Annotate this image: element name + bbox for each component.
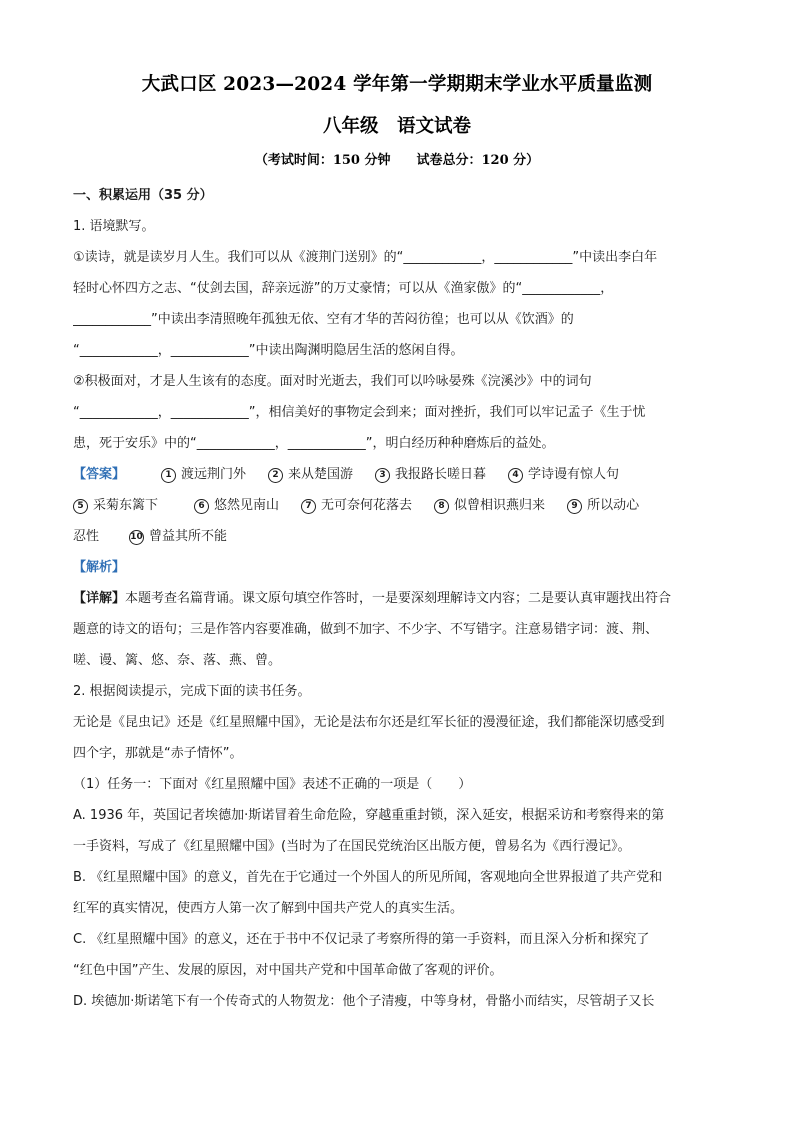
option-b: B. 《红星照耀中国》的意义，首先在于它通过一个外国人的所见所闻，客观地向全世界报道了共产党和: [73, 870, 663, 885]
answer-text: 无可奈何花落去: [321, 498, 413, 513]
answer-item: [434, 490, 545, 521]
answer-number: 9: [567, 499, 582, 514]
answer-row: [73, 459, 723, 490]
answer-number: 1: [161, 468, 176, 483]
answer-text: 来从楚国游: [288, 467, 354, 482]
option-a: 一手资料，写成了《红星照耀中国》(当时为了在国民党统治区出版方便，曾易名为《西行漫记》。: [73, 839, 631, 854]
answer-number: 5: [73, 499, 88, 514]
answer-number: 8: [434, 499, 449, 514]
question-1-stem: 1. 语境默写。: [73, 219, 155, 234]
answer-text: 似曾相识燕归来: [454, 498, 546, 513]
detail-line: 题意的诗文的语句；三是作答内容要准确，做到不加字、不少字、不写错字。注意易错字词：渡、荆、: [73, 622, 659, 637]
question-1-text: “____________，____________”中读出陶渊明隐居生活的悠闲自得。: [73, 343, 464, 358]
answer-number: 2: [268, 468, 283, 483]
option-a: A. 1936 年，英国记者埃德加·斯诺冒着生命危险，穿越重重封锁，深入延安，根据采访和考察得来的第: [73, 808, 665, 823]
answer-text: 采菊东篱下: [93, 498, 159, 513]
question-1-text: “____________，____________”，相信美好的事物定会到来；面对挫折，我们可以牢记孟子《生于忧: [73, 405, 646, 420]
detail-tag: 【详解】: [73, 591, 126, 606]
answer-text: 渡远荆门外: [181, 467, 247, 482]
answer-item: [129, 521, 227, 552]
answer-row: [73, 521, 723, 552]
answer-item: [73, 490, 158, 521]
answer-number: 6: [194, 499, 209, 514]
question-2-stem: 2. 根据阅读提示，完成下面的读书任务。: [73, 684, 311, 699]
question-1-text: 患，死于安乐》中的“____________，____________”，明白经历种种磨炼后的益处。: [73, 436, 555, 451]
answer-item: [567, 490, 639, 521]
question-1-text: ②积极面对，才是人生该有的态度。面对时光逝去，我们可以吟咏晏殊《浣溪沙》中的词句: [73, 374, 592, 389]
detail-text: [73, 583, 723, 614]
option-b: 红军的真实情况，使西方人第一次了解到中国共产党人的真实生活。: [73, 901, 464, 916]
question-1-text: ____________”中读出李清照晚年孤独无依、空有才华的苦闷彷徨；也可以从《饮酒》的: [73, 312, 574, 327]
answer-item: [301, 490, 412, 521]
detail-line: 嗟、谩、篱、悠、奈、落、燕、曾。: [73, 653, 282, 668]
answer-item: [194, 490, 279, 521]
option-d: D. 埃德加·斯诺笔下有一个传奇式的人物贺龙：他个子清瘦，中等身材，骨骼小而结实，尽管胡子又长: [73, 994, 655, 1009]
section-heading: 一、积累运用（35 分）: [73, 188, 213, 203]
exam-info: （考试时间：150 分钟 试卷总分：120 分）: [254, 153, 540, 168]
answer-row: [73, 490, 723, 521]
answer-item: [508, 459, 619, 490]
answer-number: 10: [129, 530, 144, 545]
analysis-tag: 【解析】: [73, 560, 126, 575]
answer-item: [161, 459, 246, 490]
answer-text: 我报路长嗟日暮: [395, 467, 487, 482]
detail-line: 本题考查名篇背诵。课文原句填空作答时，一是要深刻理解诗文内容；二是要认真审题找出符合: [125, 591, 672, 606]
answer-number: 4: [508, 468, 523, 483]
question-1-text: 轻时心怀四方之志、“仗剑去国，辞亲远游”的万丈豪情；可以从《渔家傲》的“____________，: [73, 281, 614, 296]
answer-item: [268, 459, 353, 490]
exam-subtitle: 八年级 语文试卷: [322, 116, 471, 137]
answer-text: 曾益其所不能: [149, 529, 228, 544]
option-c: C. 《红星照耀中国》的意义，还在于书中不仅记录了考察所得的第一手资料，而且深入分析和探究了: [73, 932, 650, 947]
option-c: “红色中国”产生、发展的原因，对中国共产党和中国革命做了客观的评价。: [73, 963, 503, 978]
task-1-prompt: （1）任务一：下面对《红星照耀中国》表述不正确的一项是（ ）: [73, 777, 472, 792]
answer-text: 学诗谩有惊人句: [528, 467, 620, 482]
question-1-text: ①读诗，就是读岁月人生。我们可以从《渡荆门送别》的“____________，____________”中读出李白年: [73, 250, 658, 265]
answer-item: [375, 459, 486, 490]
answer-tag: 【答案】: [73, 467, 126, 482]
exam-body: [73, 180, 723, 1017]
answer-number: 3: [375, 468, 390, 483]
answer-text: 悠然见南山: [214, 498, 280, 513]
question-2-intro: 无论是《昆虫记》还是《红星照耀中国》，无论是法布尔还是红军长征的漫漫征途，我们都能深切感受到: [73, 715, 665, 730]
answer-text: 所以动心: [587, 498, 640, 513]
question-2-intro: 四个字，那就是“赤子情怀”。: [73, 746, 243, 761]
answer-number: 7: [301, 499, 316, 514]
answer-text: 忍性: [73, 529, 100, 544]
exam-title: 大武口区 2023—2024 学年第一学期期末学业水平质量监测: [141, 74, 653, 95]
